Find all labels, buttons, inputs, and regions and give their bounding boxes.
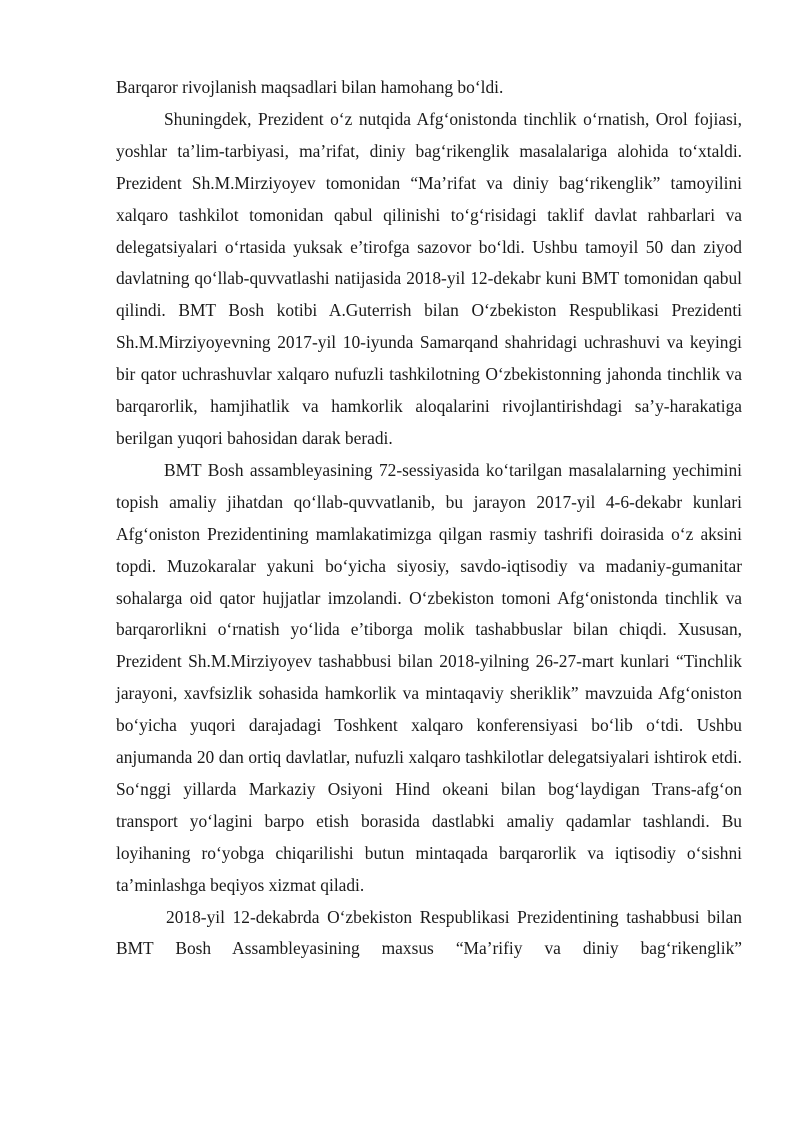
document-body: [116, 72, 742, 965]
paragraph-president-speech: Shuningdek, Prezident o‘z nutqida Afg‘onistonda tinchlik o‘rnatish, Orol fojiasi, yoshlar ta’lim-tarbiyasi, ma’rifat, diniy bag‘rikenglik masalalariga alohida to‘xtaldi. Prezident Sh.M.Mirziyoyev tomonidan “Ma’rifat va diniy bag‘rikenglik” tamoyilini xalqaro tashkilot tomonidan qabul qilinishi to‘g‘risidagi taklif davlat rahbarlari va delegatsiyalari o‘rtasida yuksak e’tirofga sazovor bo‘ldi. Ushbu tamoyil 50 dan ziyod davlatning qo‘llab-quvvatlashi natijasida 2018-yil 12-dekabr kuni BMT tomonidan qabul qilindi. BMT Bosh kotibi A.Guterrish bilan O‘zbekiston Respublikasi Prezidenti Sh.M.Mirziyoyevning 2017-yil 10-iyunda Samarqand shahridagi uchrashuvi va keyingi bir qator uchrashuvlar xalqaro nufuzli tashkilotning O‘zbekistonning jahonda tinchlik va barqarorlik, hamjihatlik va hamkorlik aloqalarini rivojlantirishdagi sa’y-harakatiga berilgan yuqori bahosidan darak beradi.: [116, 108, 742, 448]
paragraph-resolution: 2018-yil 12-dekabrda O‘zbekiston Respublikasi Prezidentining tashabbusi bilan BMT Bosh Assambleyasining maxsus “Ma’rifiy va diniy bag‘rikenglik”: [116, 906, 742, 959]
paragraph-un-session: BMT Bosh assambleyasining 72-sessiyasida ko‘tarilgan masalalarning yechimini topish amaliy jihatdan qo‘llab-quvvatlanib, bu jarayon 2017-yil 4-6-dekabr kunlari Afg‘oniston Prezidentining mamlakatimizga qilgan rasmiy tashrifi doirasida o‘z aksini topdi. Muzokaralar yakuni bo‘yicha siyosiy, savdo-iqtisodiy va madaniy-gumanitar sohalarga oid qator hujjatlar imzolandi. O‘zbekiston tomoni Afg‘onistonda tinchlik va barqarorlikni o‘rnatish yo‘lida e’tiborga molik tashabbuslar bilan chiqdi. Xususan, Prezident Sh.M.Mirziyoyev tashabbusi bilan 2018-yilning 26-27-mart kunlari “Tinchlik jarayoni, xavfsizlik sohasida hamkorlik va mintaqaviy sheriklik” mavzuida Afg‘oniston bo‘yicha yuqori darajadagi Toshkent xalqaro konferensiyasi bo‘lib o‘tdi. Ushbu anjumanda 20 dan ortiq davlatlar, nufuzli xalqaro tashkilotlar delegatsiyalari ishtirok etdi. So‘nggi yillarda Markaziy Osiyoni Hind okeani bilan bog‘laydigan Trans-afg‘on transport yo‘lagini barpo etish borasida dastlabki amaliy qadamlar tashlandi. Bu loyihaning ro‘yobga chiqarilishi butun mintaqada barqarorlik va iqtisodiy o‘sishni ta’minlashga beqiyos xizmat qiladi.: [116, 459, 742, 895]
paragraph-continuation: Barqaror rivojlanish maqsadlari bilan hamohang bo‘ldi.: [116, 77, 504, 97]
